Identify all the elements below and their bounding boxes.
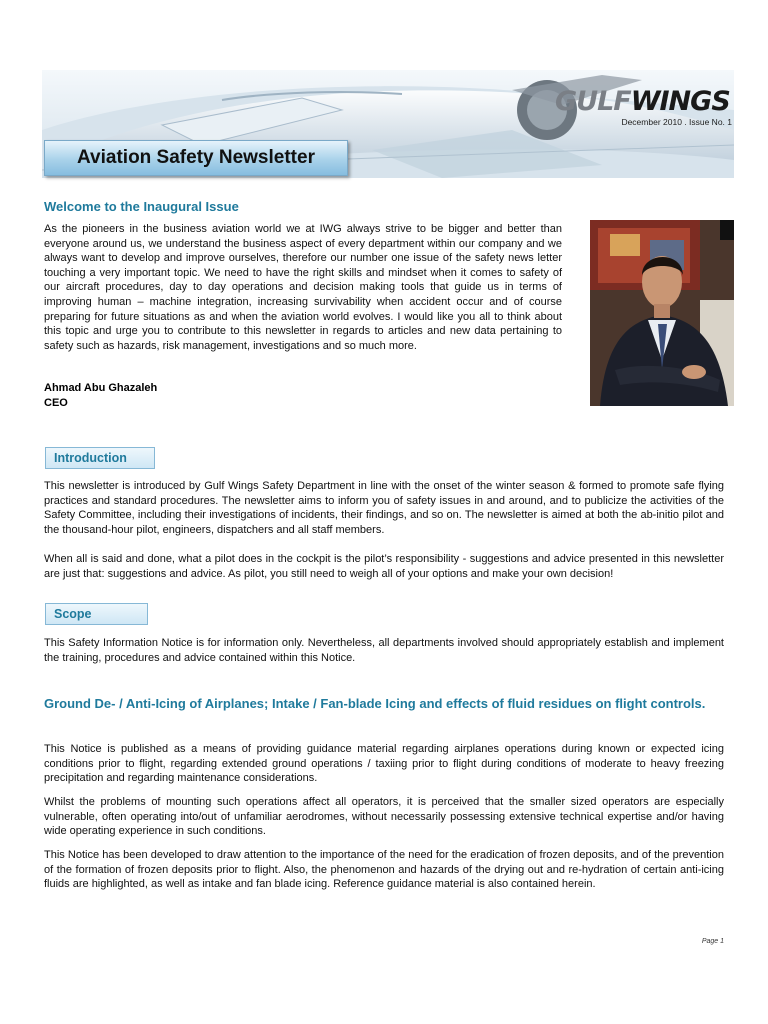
scope-heading-tab — [45, 603, 148, 625]
icing-paragraph-1: This Notice is published as a means of providing guidance material regarding airplanes operations during known or expected icing conditions prior to flight, regarding extended ground operations / taxiing prior to flight during conditions of moderate to heavy freezing precipitation and regarding maintenance considerations. — [44, 743, 724, 785]
introduction-paragraph-2: When all is said and done, what a pilot does in the cockpit is the pilot’s responsibility - suggestions and advice presented in this newsletter are just that: suggestions and advice. As pilot, you still need to weigh all of your options and make your own decision! — [44, 553, 724, 580]
newsletter-title: Aviation Safety Newsletter — [77, 147, 315, 168]
icing-paragraph-3: This Notice has been developed to draw attention to the importance of the need for the eradication of frozen deposits, and of the prevention of the formation of frozen deposits prior to flight. Also, the phenomenon and hazards of the drying out and re-hydration of certain anti-icing fluids are highlighted, as well as intake and fan blade icing. Reference guidance material is also contained herein. — [44, 849, 724, 891]
introduction-heading-tab — [45, 447, 155, 469]
welcome-heading: Welcome to the Inaugural Issue — [44, 199, 239, 214]
newsletter-title-box — [44, 140, 348, 176]
welcome-body: As the pioneers in the business aviation world we at IWG always strive to be bigger and better than everyone around us, we understand the business aspect of every department within our company and we always want to develop and improve ourselves, therefore our number one issue of the safety news letter touching a very important topic. We need to have the right skills and mindset when it comes to safety of our aircraft procedures, day to day operations and decision making tools that guide us in terms of improving human – machine integration, increasing survivability when accident occur and of course preparing for future situations as and when the aviation world evolves. I would like you all to think about this topic and urge you to contribute to this newsletter in regards to articles and new data pertaining to safety such as hazards, risk management, investigations and so much more. — [44, 223, 562, 352]
page-number: Page 1 — [701, 938, 724, 945]
signer-title: CEO — [44, 397, 68, 409]
signer-name: Ahmad Abu Ghazaleh — [44, 382, 158, 394]
icing-paragraph-2: Whilst the problems of mounting such operations affect all operators, it is perceived that the smaller sized operators are especially vulnerable, often operating into/out of unfamiliar aerodromes, without necessarily possessing extensive technical expertise and/or having wide operating experience in such conditions. — [44, 796, 724, 838]
gulfwings-logo: GULFWINGS — [555, 86, 730, 117]
scope-body: This Safety Information Notice is for information only. Nevertheless, all departments involved should appropriately establish and implement the training, procedures and advice contained within this Notice. — [44, 637, 724, 664]
introduction-heading: Introduction — [54, 451, 127, 465]
introduction-paragraph-1: This newsletter is introduced by Gulf Wings Safety Department in line with the onset of the winter season & formed to promote safe flying practices and standard procedures. The newsletter aims to inform you of safety issues in and around, and to publicize the activities of the Safety Committee, including their investigations of incidents, their findings, and so on. The newsletter is aimed at both the ab-initio pilot and the thousand-hour pilot, engineers, dispatchers and all staff members. — [44, 480, 724, 536]
scope-heading: Scope — [54, 607, 92, 621]
issue-line: December 2010 . Issue No. 1 — [621, 117, 732, 127]
ceo-photo — [590, 220, 734, 406]
icing-heading: Ground De- / Anti-Icing of Airplanes; Intake / Fan-blade Icing and effects of fluid residues on flight controls. — [44, 696, 706, 711]
